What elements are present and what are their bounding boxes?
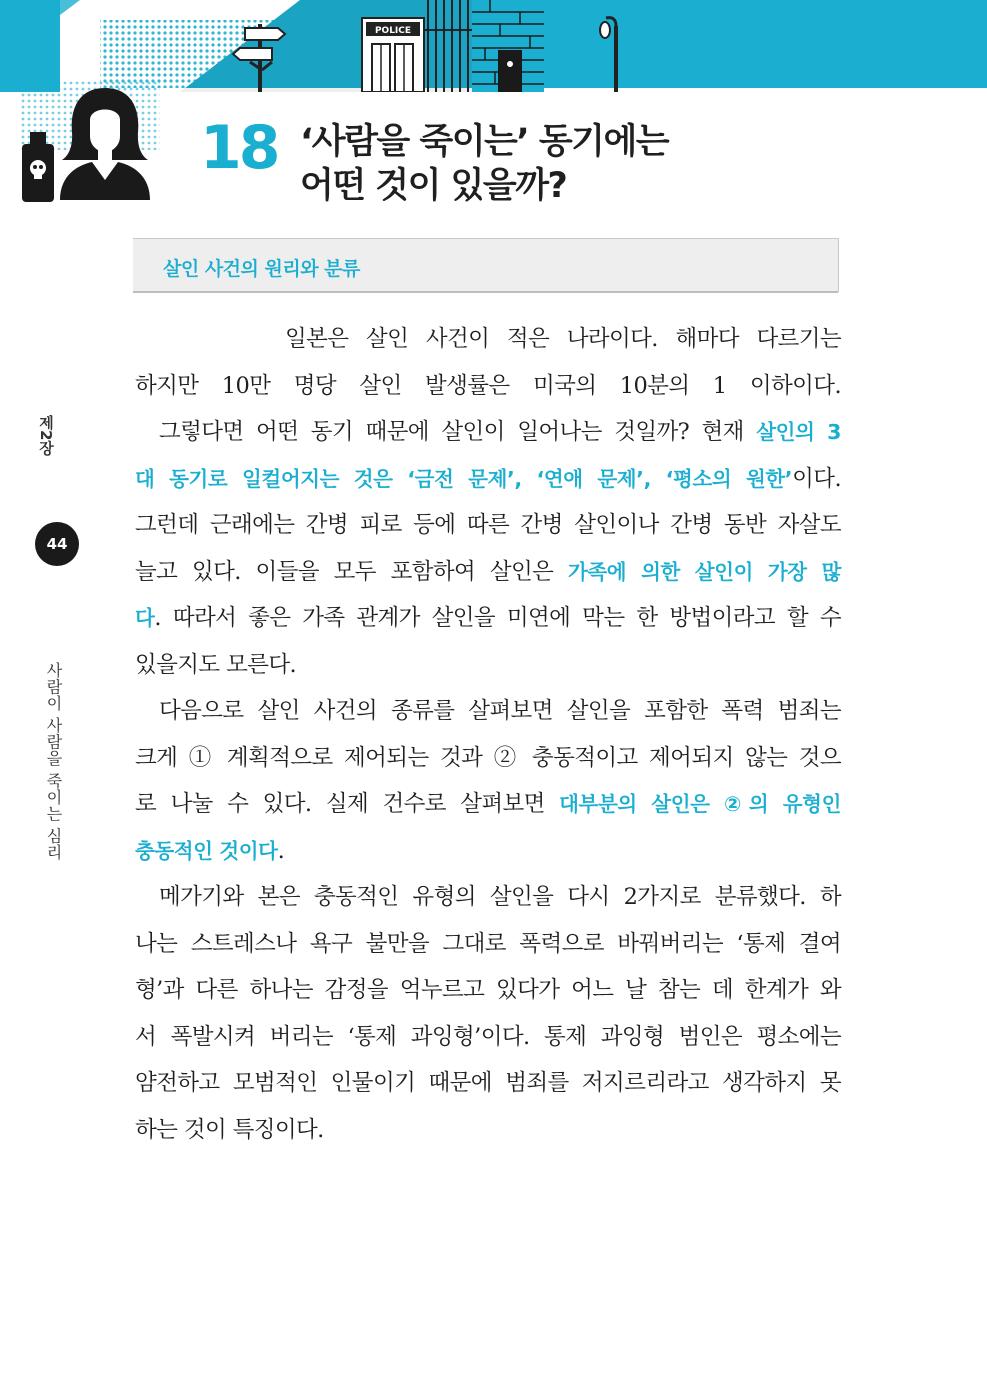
highlight-text: 가족에 의한 살인이 가장 많 — [567, 559, 841, 584]
body-line: 있을지도 모른다. — [135, 651, 297, 678]
body-line — [135, 549, 841, 596]
body-line — [135, 409, 841, 456]
sidebar — [22, 400, 82, 900]
body-text-span: 로 나눌 수 있다. 실제 건수로 살펴보면 — [135, 791, 560, 817]
page-number-badge: 44 — [35, 522, 79, 566]
body-text — [135, 316, 841, 1153]
highlight-text: 충동적인 것이다 — [135, 838, 278, 863]
police-building-icon — [362, 18, 424, 92]
body-line — [135, 781, 841, 828]
chapter-number: 18 — [200, 113, 278, 183]
body-text-span: 그렇다면 어떤 동기 때문에 살인이 일어나는 것일까? 현재 — [159, 419, 757, 445]
body-text-span: . — [277, 837, 285, 864]
section-header — [133, 238, 839, 292]
body-line: 다음으로 살인 사건의 종류를 살펴보면 살인을 포함한 폭력 범죄는 — [159, 698, 841, 724]
body-line: 하는 것이 특징이다. — [135, 1116, 324, 1143]
highlight-text: 대부분의 살인은 ②의 유형인 — [559, 792, 841, 816]
highlight-text: 다 — [135, 606, 155, 630]
body-line: 서 폭발시켜 버리는 ‘통제 과잉형’이다. 통제 과잉형 범인은 평소에는 — [135, 1023, 841, 1050]
highlight-text: 살인의 3 — [756, 420, 841, 444]
header-banner — [0, 0, 987, 92]
book-title: 사람이 사람을 죽이는 심리 — [44, 662, 63, 861]
section-title: 살인 사건의 원리와 분류 — [163, 258, 360, 280]
body-line: 메가기와 본은 충동적인 유형의 살인을 다시 2가지로 분류했다. 하 — [159, 884, 841, 910]
suspect-silhouette-illustration — [20, 80, 160, 210]
police-sign: POLICE — [374, 26, 412, 36]
body-line — [135, 828, 841, 875]
body-line: 그런데 근래에는 간병 피로 등에 따른 간병 살인이나 간병 동반 자살도 — [135, 512, 841, 538]
body-line — [135, 595, 841, 642]
body-text-span: 이다. — [792, 465, 841, 492]
chapter-title-line2: 어떤 것이 있을까? — [300, 166, 567, 206]
brick-wall-icon — [472, 0, 544, 92]
body-line — [135, 456, 841, 503]
body-line: 크게 ① 계획적으로 제어되는 것과 ② 충동적이고 제어되지 않는 것으 — [135, 744, 841, 771]
body-line: 일본은 살인 사건이 적은 나라이다. 해마다 다르기는 — [285, 326, 841, 352]
body-line: 하지만 10만 명당 살인 발생률은 미국의 10분의 1 이하이다. — [135, 372, 841, 399]
chapter-label: 제2장 — [37, 415, 55, 456]
body-text-span: 늘고 있다. 이들을 모두 포함하여 살인은 — [135, 558, 568, 585]
chapter-title — [300, 120, 860, 208]
chapter-title-line1: ‘사람을 죽이는’ 동기에는 — [300, 122, 669, 162]
highlight-text: 대 동기로 일컬어지는 것은 ‘금전 문제’, ‘연애 문제’, ‘평소의 원한’ — [135, 466, 793, 491]
body-line: 나는 스트레스나 욕구 불만을 그대로 폭력으로 바꿔버리는 ‘통제 결여 — [135, 930, 841, 957]
body-line: 얌전하고 모범적인 인물이기 때문에 범죄를 저지르리라고 생각하지 못 — [135, 1070, 841, 1096]
body-line: 형’과 다른 하나는 감정을 억누르고 있다가 어느 날 참는 데 한계가 와 — [135, 977, 841, 1003]
body-text-span: . 따라서 좋은 가족 관계가 살인을 미연에 막는 한 방법이라고 할 수 — [154, 605, 841, 631]
